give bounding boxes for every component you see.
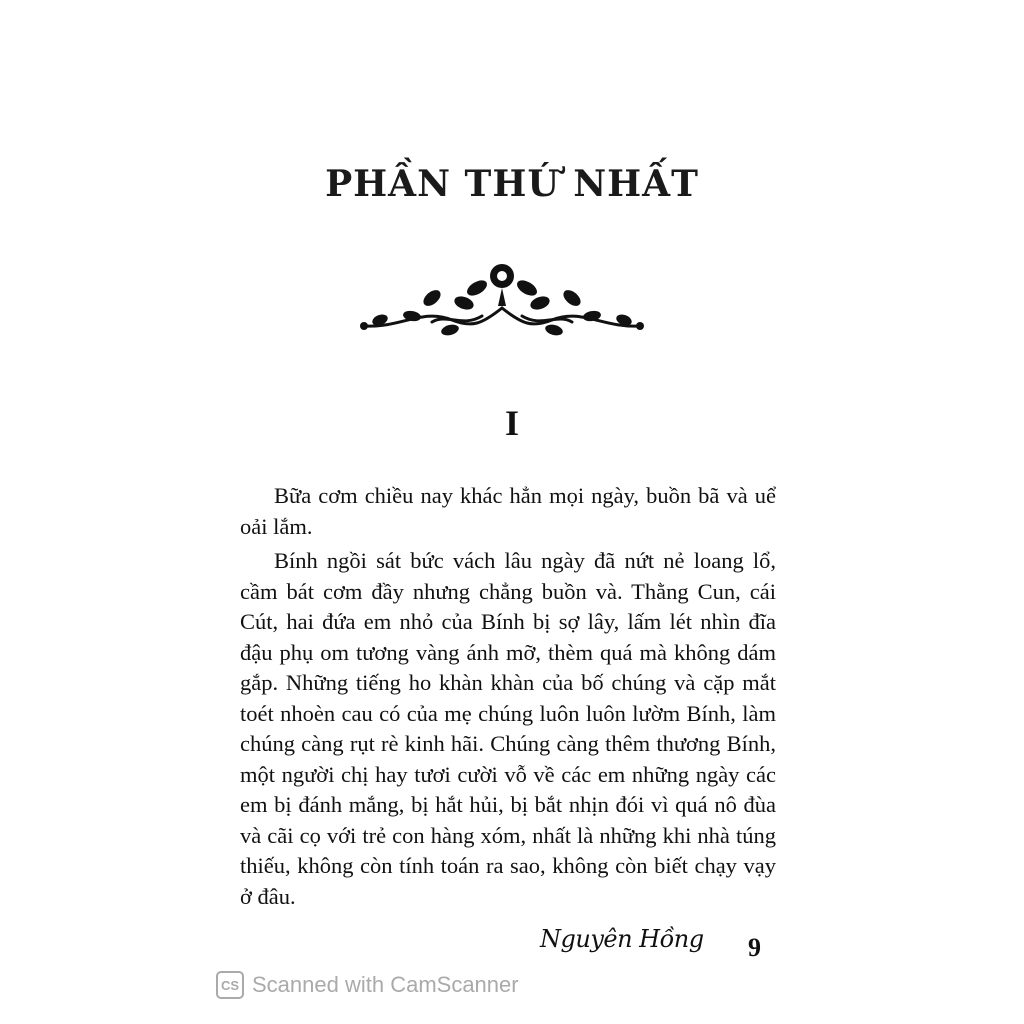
paragraph-1: Bữa cơm chiều nay khác hẳn mọi ngày, buồn bã và uể oải lắm. xyxy=(240,483,776,539)
camscanner-watermark xyxy=(216,971,519,999)
paragraph-2: Bính ngồi sát bức vách lâu ngày đã nứt nẻ loang lổ, cầm bát cơm đầy nhưng chẳng buồn và. Thằng Cun, cái Cút, hai đứa em nhỏ của Bính bị sợ lây, lấm lét nhìn đĩa đậu phụ om tương vàng ánh mỡ, thèm quá mà không dám gắp. Những tiếng ho khàn khàn của bố chúng và cặp mắt toét nhoèn cau có của mẹ chúng luôn luôn lườm Bính, làm chúng càng rụt rè kinh hãi. Chúng càng thêm thương Bính, một người chị hay tươi cười vỗ về các em những ngày các em bị đánh mắng, bị hắt hủi, bị bắt nhịn đói vì quá nô đùa và cãi cọ với trẻ con hàng xóm, nhất là những khi nhà túng thiếu, không còn tính toán ra sao, không còn biết chạy vạy ở đâu. xyxy=(240,548,776,909)
chapter-numeral: I xyxy=(504,403,519,443)
floral-ornament xyxy=(352,258,652,348)
body-text xyxy=(240,481,776,916)
camscanner-logo-icon: CS xyxy=(216,971,244,999)
page-number: 9 xyxy=(748,933,761,962)
watermark-text: Scanned with CamScanner xyxy=(252,972,519,997)
author-signature: Nguyên Hồng xyxy=(540,925,704,953)
part-title: PHẦN THỨ NHẤT xyxy=(325,163,699,205)
